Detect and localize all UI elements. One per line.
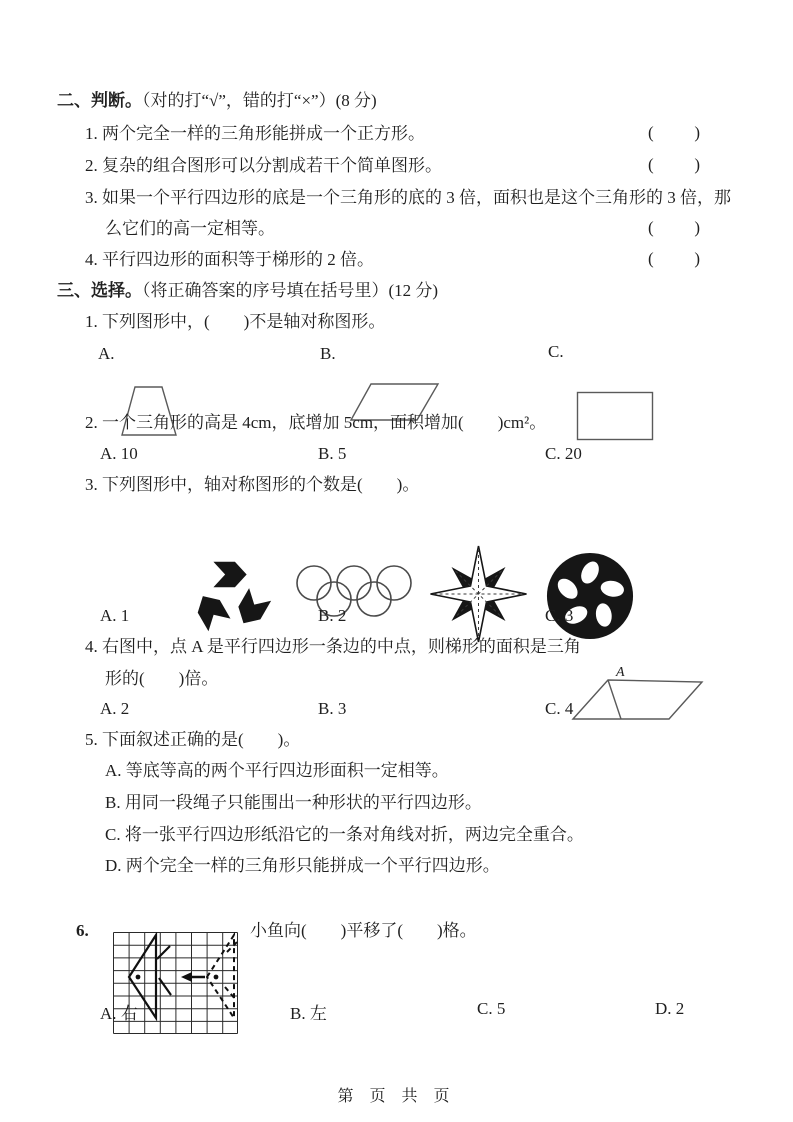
- choice-q4-optionB: B. 3: [318, 699, 347, 718]
- judge-item-3-line1: 3. 如果一个平行四边形的底是一个三角形的底的 3 倍，面积也是这个三角形的 3 倍，那: [85, 188, 731, 207]
- choice-q6-optionC: C. 5: [477, 999, 506, 1018]
- choice-q6-optionB: B. 左: [290, 1004, 327, 1023]
- compass-star-icon: [427, 500, 530, 688]
- choice-q6-optionD: D. 2: [655, 999, 685, 1018]
- choice-q4-text-line2: 形的( )倍。: [105, 669, 219, 688]
- left-arrow: [181, 972, 205, 982]
- paren-open: (: [648, 249, 654, 268]
- choice-q5-optionA: A. 等底等高的两个平行四边形面积一定相等。: [105, 761, 449, 780]
- paren-open: (: [648, 155, 654, 174]
- paren-close: ): [694, 155, 700, 174]
- choice-section-subtitle: （将正确答案的序号填在括号里）(12 分): [142, 281, 439, 300]
- choice-q4-optionC: C. 4: [545, 699, 574, 718]
- choice-q6-text: 小鱼向( )平移了( )格。: [250, 921, 477, 940]
- choice-q4-text-line1: 4. 右图中，点 A 是平行四边形一条边的中点，则梯形的面积是三角: [85, 637, 581, 656]
- paren-open: (: [648, 218, 654, 237]
- choice-q1-optionB-label: B.: [320, 344, 336, 363]
- choice-q3-optionC: C. 3: [545, 606, 574, 625]
- paren-close: ): [694, 249, 700, 268]
- choice-q1-optionA-label: A.: [98, 344, 115, 363]
- judge-section-subtitle: （对的打“√”，错的打“×”）(8 分): [142, 91, 377, 110]
- choice-q3-text: 3. 下列图形中，轴对称图形的个数是( )。: [85, 475, 420, 494]
- choice-q1-optionC-label: C.: [548, 342, 564, 361]
- judge-item-3-line2: 么它们的高一定相等。: [105, 219, 275, 238]
- page-footer: 第 页 共 页: [337, 1088, 456, 1105]
- choice-q2-optionB: B. 5: [318, 444, 347, 463]
- choice-q3-optionB: B. 2: [318, 606, 347, 625]
- rectangle-shape: [576, 347, 654, 485]
- choice-q5-optionB: B. 用同一段绳子只能围出一种形状的平行四边形。: [105, 793, 482, 812]
- choice-section-title: 三、选择。: [57, 281, 142, 300]
- choice-q6-optionA: A. 右: [100, 1004, 138, 1023]
- judge-item-1: 1. 两个完全一样的三角形能拼成一个正方形。: [85, 124, 425, 143]
- choice-q3-optionA: A. 1: [100, 606, 130, 625]
- judge-item-3-answer-blank: [648, 218, 700, 238]
- judge-item-2-answer-blank: [648, 155, 700, 175]
- choice-q5-text: 5. 下面叙述正确的是( )。: [85, 730, 301, 749]
- judge-section-header: [57, 90, 377, 112]
- judge-section-title: 二、判断。: [57, 91, 142, 110]
- fish-translation-grid-figure: [113, 888, 238, 1078]
- figure-point-label: A: [616, 665, 625, 680]
- choice-q5-optionD: D. 两个完全一样的三角形只能拼成一个平行四边形。: [105, 856, 500, 875]
- judge-item-4-answer-blank: [648, 249, 700, 269]
- choice-section-header: [57, 280, 438, 302]
- paren-close: ): [694, 218, 700, 237]
- parallelogram-shape: [350, 338, 440, 466]
- paren-open: (: [648, 123, 654, 142]
- choice-q1-text: 1. 下列图形中，( )不是轴对称图形。: [85, 312, 386, 331]
- paren-close: ): [694, 123, 700, 142]
- judge-item-4: 4. 平行四边形的面积等于梯形的 2 倍。: [85, 250, 374, 269]
- judge-item-1-answer-blank: [648, 123, 700, 143]
- choice-q5-optionC: C. 将一张平行四边形纸沿它的一条对角线对折，两边完全重合。: [105, 825, 584, 844]
- parallelogram-midpoint-figure: [570, 624, 712, 790]
- choice-q2-optionC: C. 20: [545, 444, 582, 463]
- dashed-fish: [207, 935, 237, 1018]
- choice-q4-optionA: A. 2: [100, 699, 130, 718]
- judge-item-2: 2. 复杂的组合图形可以分割成若干个简单图形。: [85, 156, 442, 175]
- choice-q2-text: 2. 一个三角形的高是 4cm，底增加 5cm，面积增加( )cm²。: [85, 413, 547, 432]
- choice-q2-optionA: A. 10: [100, 444, 138, 463]
- choice-q6-number: 6.: [76, 921, 89, 940]
